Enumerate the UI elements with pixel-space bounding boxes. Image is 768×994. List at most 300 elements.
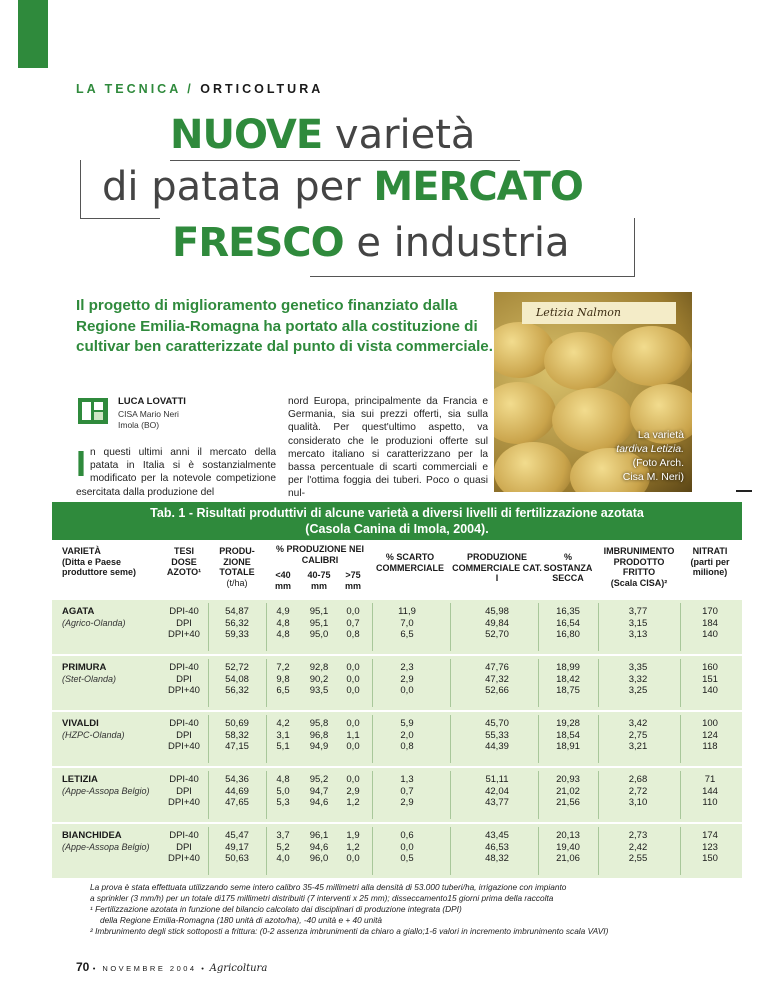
header-varieta-label: VARIETÀ bbox=[62, 546, 101, 556]
cell-value: 94,6 bbox=[309, 797, 329, 808]
cell-value: 160 bbox=[702, 662, 718, 673]
cell-value: 3,1 bbox=[276, 729, 290, 741]
header-varieta bbox=[62, 546, 142, 578]
cell-value: 42,04 bbox=[485, 785, 509, 797]
cell-value: 96,1 bbox=[309, 830, 329, 841]
cell-c1 bbox=[270, 830, 296, 865]
cell-value: 16,80 bbox=[556, 629, 580, 640]
section-label-right: ORTICOLTURA bbox=[200, 82, 324, 96]
table-title-line-1: Tab. 1 - Risultati produttivi di alcune varietà a diversi livelli di fertilizzazione azotata bbox=[150, 506, 644, 520]
note-line: ² Imbrunimento degli stick sottoposti a frittura: (0-2 assenza imbrunimenti da chiaro a giallo;1-6 valori in incremento imbrunimento scala VAVI) bbox=[90, 926, 609, 936]
cell-value: 54,08 bbox=[225, 673, 249, 685]
cell-value: 0,5 bbox=[400, 853, 414, 864]
cell-c3 bbox=[340, 774, 366, 809]
header-commerciale: PRODUZIONE COMMERCIALE CAT. I bbox=[452, 552, 542, 583]
cell-value: 21,56 bbox=[556, 797, 580, 808]
cell-value: 20,13 bbox=[556, 830, 580, 841]
cell-imbr bbox=[608, 662, 668, 697]
cell-value: 1,9 bbox=[346, 830, 360, 841]
cell-value: 48,32 bbox=[485, 853, 509, 864]
cell-value: 140 bbox=[702, 685, 718, 696]
cell-value: 96,0 bbox=[309, 853, 329, 864]
cell-comm bbox=[462, 662, 532, 697]
author-aff-line: CISA Mario Neri bbox=[118, 409, 179, 419]
cell-comm bbox=[462, 718, 532, 753]
issue-date: • NOVEMBRE 2004 • bbox=[92, 964, 207, 973]
cell-value: DPI+40 bbox=[168, 629, 200, 640]
cell-value: 3,35 bbox=[628, 662, 648, 673]
note-line: della Regione Emilia-Romagna (180 unità di azoto/ha), -40 unità e + 40 unità bbox=[100, 915, 383, 925]
cell-value: 5,1 bbox=[276, 741, 290, 752]
cell-value: 4,2 bbox=[276, 718, 290, 729]
column-divider bbox=[266, 771, 267, 819]
column-divider bbox=[450, 659, 451, 707]
table-title-line-2: (Casola Canina di Imola, 2004). bbox=[305, 522, 489, 536]
cell-value: 140 bbox=[702, 629, 718, 640]
cell-value: 2,75 bbox=[628, 729, 648, 741]
cell-value: 18,99 bbox=[556, 662, 580, 673]
cell-value: DPI bbox=[176, 673, 192, 685]
cell-value: 118 bbox=[702, 741, 718, 752]
column-divider bbox=[680, 659, 681, 707]
column-divider bbox=[266, 603, 267, 651]
cell-value: 11,9 bbox=[398, 606, 416, 617]
title-word-nuove: NUOVE bbox=[170, 112, 323, 158]
cell-value: 6,5 bbox=[276, 685, 290, 696]
column-divider bbox=[208, 603, 209, 651]
cell-value: 5,2 bbox=[276, 841, 290, 853]
cell-value: 0,7 bbox=[346, 617, 360, 629]
header-produzione bbox=[212, 546, 262, 588]
cell-value: 55,33 bbox=[485, 729, 509, 741]
cell-imbr bbox=[608, 830, 668, 865]
cell-value: 3,7 bbox=[276, 830, 290, 841]
cell-value: 45,70 bbox=[485, 718, 509, 729]
cell-value: 0,0 bbox=[400, 685, 414, 696]
header-secca: % SOSTANZA SECCA bbox=[543, 552, 593, 583]
cell-value: 50,63 bbox=[225, 853, 249, 864]
magazine-name: Agricoltura bbox=[209, 963, 268, 974]
cell-value: DPI-40 bbox=[169, 662, 199, 673]
photo-caption-line: La varietà bbox=[637, 429, 684, 441]
cell-value: 2,0 bbox=[400, 729, 414, 741]
header-produzione-label: PRODU- ZIONE TOTALE bbox=[219, 546, 255, 577]
cell-value: 56,32 bbox=[225, 685, 249, 696]
cell-nitr bbox=[684, 774, 736, 809]
cell-secca bbox=[542, 662, 594, 697]
header-varieta-sub: (Ditta e Paese produttore seme) bbox=[62, 556, 137, 577]
column-divider bbox=[538, 603, 539, 651]
cell-value: 47,32 bbox=[485, 673, 509, 685]
cell-value: 184 bbox=[702, 617, 718, 629]
column-divider bbox=[450, 827, 451, 875]
cell-prod bbox=[212, 830, 262, 865]
cell-value: 52,66 bbox=[485, 685, 509, 696]
cell-tesi bbox=[162, 774, 206, 809]
cell-value: 144 bbox=[702, 785, 718, 797]
cell-value: 0,0 bbox=[346, 662, 360, 673]
cell-value: 124 bbox=[702, 729, 718, 741]
cell-value: 0,8 bbox=[400, 741, 414, 752]
column-divider bbox=[266, 659, 267, 707]
title-line-1 bbox=[170, 112, 475, 158]
header-tesi: TESI DOSE AZOTO¹ bbox=[166, 546, 202, 577]
body-text-1: n questi ultimi anni il mercato della patata in Italia si è sostanzialmente modificato per la notevole competizione esercitata dalla produzione del bbox=[76, 447, 276, 498]
column-divider bbox=[450, 603, 451, 651]
cell-value: 58,32 bbox=[225, 729, 249, 741]
column-divider bbox=[372, 715, 373, 763]
cell-value: DPI+40 bbox=[168, 797, 200, 808]
section-label-sep: / bbox=[187, 82, 194, 96]
cell-imbr bbox=[608, 774, 668, 809]
cell-c1 bbox=[270, 718, 296, 753]
cell-value: 2,9 bbox=[400, 673, 414, 685]
cell-c3 bbox=[340, 606, 366, 641]
header-produzione-unit: (t/ha) bbox=[226, 577, 248, 588]
cell-value: 0,0 bbox=[346, 673, 360, 685]
cell-value: 47,15 bbox=[225, 741, 249, 752]
cell-value: 2,73 bbox=[628, 830, 648, 841]
photo-caption-line: tardiva Letizia. bbox=[616, 443, 684, 455]
cell-value: 0,0 bbox=[346, 774, 360, 785]
column-divider bbox=[680, 603, 681, 651]
cell-value: 49,17 bbox=[225, 841, 249, 853]
header-c3: >75 mm bbox=[344, 570, 361, 591]
cell-value: 4,8 bbox=[276, 629, 290, 640]
cell-value: 0,0 bbox=[346, 685, 360, 696]
cell-value: 16,54 bbox=[556, 617, 580, 629]
author-affiliation bbox=[118, 409, 179, 431]
cell-value: 95,1 bbox=[309, 617, 329, 629]
cell-imbr bbox=[608, 606, 668, 641]
variety-name: LETIZIA bbox=[62, 774, 98, 785]
cell-scarto bbox=[382, 830, 432, 865]
cell-value: 56,32 bbox=[225, 617, 249, 629]
cell-value: 45,98 bbox=[485, 606, 509, 617]
cell-value: 54,87 bbox=[225, 606, 249, 617]
cell-scarto bbox=[382, 606, 432, 641]
cell-value: 54,36 bbox=[225, 774, 249, 785]
cell-value: 3,21 bbox=[628, 741, 648, 752]
cell-value: 18,42 bbox=[556, 673, 580, 685]
column-divider bbox=[538, 771, 539, 819]
cell-comm bbox=[462, 830, 532, 865]
continuation-dash bbox=[736, 490, 752, 492]
cell-value: DPI-40 bbox=[169, 830, 199, 841]
cell-value: 7,0 bbox=[400, 617, 414, 629]
photo-caption-line: Cisa M. Neri) bbox=[622, 471, 684, 483]
cell-value: DPI+40 bbox=[168, 685, 200, 696]
cell-value: 0,8 bbox=[346, 629, 360, 640]
page-footer bbox=[76, 960, 267, 974]
column-divider bbox=[598, 771, 599, 819]
title-word-mercato: MERCATO bbox=[373, 164, 583, 210]
header-c1: <40 mm bbox=[274, 570, 291, 591]
cell-value: DPI bbox=[176, 785, 192, 797]
cell-value: 94,7 bbox=[309, 785, 329, 797]
cell-scarto bbox=[382, 774, 432, 809]
cell-value: 96,8 bbox=[309, 729, 329, 741]
cell-prod bbox=[212, 774, 262, 809]
column-divider bbox=[266, 715, 267, 763]
column-divider bbox=[450, 715, 451, 763]
title-line-3 bbox=[172, 220, 569, 266]
variety-origin: (Appe-Assopa Belgio) bbox=[62, 842, 150, 852]
cell-value: 43,77 bbox=[485, 797, 509, 808]
cell-value: 150 bbox=[702, 853, 718, 864]
cell-value: 2,72 bbox=[628, 785, 648, 797]
title-line-2 bbox=[102, 164, 583, 210]
variety-name: BIANCHIDEA bbox=[62, 830, 122, 841]
article-subtitle: Il progetto di miglioramento genetico finanziato dalla Regione Emilia-Romagna ha portato alla costituzione di cultivar ben caratterizzate dal punto di vista commerciale. bbox=[76, 297, 493, 355]
cell-value: 1,1 bbox=[346, 729, 360, 741]
cell-value: 20,93 bbox=[556, 774, 580, 785]
column-divider bbox=[372, 771, 373, 819]
title-word-industria: e industria bbox=[356, 220, 570, 266]
results-table bbox=[52, 502, 742, 880]
column-divider bbox=[372, 603, 373, 651]
cell-value: 2,55 bbox=[628, 853, 648, 864]
cell-c3 bbox=[340, 830, 366, 865]
note-line: ¹ Fertilizzazione azotata in funzione del bilancio calcolato dai disciplinari di produzione integrata (DPI) bbox=[90, 904, 462, 914]
photo-caption bbox=[616, 428, 684, 484]
drop-cap: I bbox=[76, 443, 87, 484]
potato-photo bbox=[494, 292, 692, 492]
cell-value: 71 bbox=[704, 774, 716, 785]
cell-value: 46,53 bbox=[485, 841, 509, 853]
cell-value: 18,91 bbox=[556, 741, 580, 752]
cisa-logo-icon bbox=[78, 398, 108, 424]
cell-secca bbox=[542, 774, 594, 809]
page-number: 70 bbox=[76, 960, 90, 974]
cell-secca bbox=[542, 606, 594, 641]
photo-sign-label: Letizia Nalmon bbox=[522, 302, 676, 324]
cell-secca bbox=[542, 830, 594, 865]
section-label bbox=[76, 82, 323, 96]
author-name: LUCA LOVATTI bbox=[118, 396, 186, 407]
cell-scarto bbox=[382, 718, 432, 753]
body-column-2: nord Europa, principalmente da Francia e Germania, sia sui prezzi offerti, sia sulla qualità. Per quest'ultimo aspetto, va considerato che le produzioni offerte sul mercato italiano si caratterizzano per la bassa percentuale di scarti commerciali e per l'ottima foggia dei tuberi. Poco o quasi nul- bbox=[288, 396, 488, 500]
cell-value: 90,2 bbox=[309, 673, 329, 685]
cell-value: 3,32 bbox=[628, 673, 648, 685]
cell-value: DPI bbox=[176, 729, 192, 741]
header-nitrati: NITRATI (parti per milione) bbox=[690, 546, 730, 577]
cell-value: 4,9 bbox=[276, 606, 290, 617]
cell-value: 93,5 bbox=[309, 685, 329, 696]
cell-tesi bbox=[162, 830, 206, 865]
cell-nitr bbox=[684, 606, 736, 641]
cell-value: 3,77 bbox=[628, 606, 648, 617]
cell-value: 19,28 bbox=[556, 718, 580, 729]
cell-value: 0,7 bbox=[400, 785, 414, 797]
column-divider bbox=[680, 827, 681, 875]
cell-c2 bbox=[302, 662, 336, 697]
cell-prod bbox=[212, 662, 262, 697]
cell-value: 4,8 bbox=[276, 617, 290, 629]
column-divider bbox=[208, 771, 209, 819]
cell-value: 95,8 bbox=[309, 718, 329, 729]
column-divider bbox=[598, 603, 599, 651]
cell-value: 1,2 bbox=[346, 797, 360, 808]
cell-value: 9,8 bbox=[276, 673, 290, 685]
column-divider bbox=[538, 659, 539, 707]
cell-value: 0,0 bbox=[346, 606, 360, 617]
cell-value: DPI bbox=[176, 617, 192, 629]
cell-value: 3,15 bbox=[628, 617, 648, 629]
cell-value: DPI+40 bbox=[168, 853, 200, 864]
cell-value: 0,0 bbox=[346, 741, 360, 752]
cell-c3 bbox=[340, 718, 366, 753]
variety-name: VIVALDI bbox=[62, 718, 99, 729]
cell-value: 4,0 bbox=[276, 853, 290, 864]
column-divider bbox=[598, 659, 599, 707]
cell-comm bbox=[462, 606, 532, 641]
cell-comm bbox=[462, 774, 532, 809]
cell-c2 bbox=[302, 718, 336, 753]
cell-value: DPI+40 bbox=[168, 741, 200, 752]
cell-nitr bbox=[684, 718, 736, 753]
cell-prod bbox=[212, 606, 262, 641]
cell-value: 3,10 bbox=[628, 797, 648, 808]
title-word-fresco: FRESCO bbox=[172, 220, 344, 266]
header-calibri: % PRODUZIONE NEI CALIBRI bbox=[275, 544, 364, 565]
cell-value: 95,0 bbox=[309, 629, 329, 640]
column-divider bbox=[372, 827, 373, 875]
cell-value: 44,69 bbox=[225, 785, 249, 797]
cell-imbr bbox=[608, 718, 668, 753]
variety-name: AGATA bbox=[62, 606, 95, 617]
section-color-tab bbox=[18, 0, 48, 68]
cell-value: 2,3 bbox=[400, 662, 414, 673]
cell-value: 123 bbox=[702, 841, 718, 853]
cell-value: 5,9 bbox=[400, 718, 414, 729]
variety-origin: (Appe-Assopa Belgio) bbox=[62, 786, 150, 796]
cell-tesi bbox=[162, 606, 206, 641]
cell-value: 43,45 bbox=[485, 830, 509, 841]
cell-value: 92,8 bbox=[309, 662, 329, 673]
cell-value: 3,13 bbox=[628, 629, 648, 640]
cell-c2 bbox=[302, 774, 336, 809]
column-divider bbox=[266, 827, 267, 875]
title-word-varieta: varietà bbox=[334, 112, 476, 158]
column-divider bbox=[598, 715, 599, 763]
cell-value: 4,8 bbox=[276, 774, 290, 785]
cell-value: 6,5 bbox=[400, 629, 414, 640]
column-divider bbox=[680, 771, 681, 819]
cell-secca bbox=[542, 718, 594, 753]
cell-value: DPI-40 bbox=[169, 774, 199, 785]
variety-origin: (HZPC-Olanda) bbox=[62, 730, 125, 740]
column-divider bbox=[598, 827, 599, 875]
cell-value: 5,0 bbox=[276, 785, 290, 797]
cell-c1 bbox=[270, 662, 296, 697]
cell-value: 100 bbox=[702, 718, 718, 729]
column-divider bbox=[372, 659, 373, 707]
cell-value: 51,11 bbox=[485, 774, 509, 785]
cell-value: 151 bbox=[702, 673, 718, 685]
section-label-left: LA TECNICA bbox=[76, 82, 181, 96]
table-title bbox=[52, 502, 742, 540]
cell-value: 50,69 bbox=[225, 718, 249, 729]
variety-origin: (Agrico-Olanda) bbox=[62, 618, 126, 628]
cell-value: 3,25 bbox=[628, 685, 648, 696]
cell-value: 18,54 bbox=[556, 729, 580, 741]
column-divider bbox=[208, 715, 209, 763]
cell-value: 2,9 bbox=[346, 785, 360, 797]
header-c2: 40-75 mm bbox=[307, 570, 331, 591]
cell-c2 bbox=[302, 606, 336, 641]
note-line: a sprinkler (3 mm/h) per un totale di175 millimetri distribuiti (7 interventi x 25 mm); disseccamento15 giorni prima della raccolta bbox=[90, 893, 554, 903]
column-divider bbox=[208, 827, 209, 875]
cell-value: 44,39 bbox=[485, 741, 509, 752]
cell-value: 49,84 bbox=[485, 617, 509, 629]
cell-value: 0,0 bbox=[346, 853, 360, 864]
cell-prod bbox=[212, 718, 262, 753]
cell-value: 52,70 bbox=[485, 629, 509, 640]
cell-value: DPI-40 bbox=[169, 606, 199, 617]
cell-value: 16,35 bbox=[556, 606, 580, 617]
cell-value: 0,0 bbox=[346, 718, 360, 729]
header-scarto: % SCARTO COMMERCIALE bbox=[376, 552, 444, 573]
column-divider bbox=[538, 715, 539, 763]
variety-origin: (Stet-Olanda) bbox=[62, 674, 117, 684]
cell-value: 2,9 bbox=[400, 797, 414, 808]
cell-value: 45,47 bbox=[225, 830, 249, 841]
cell-value: 7,2 bbox=[276, 662, 290, 673]
cell-value: 47,65 bbox=[225, 797, 249, 808]
cell-c2 bbox=[302, 830, 336, 865]
cell-tesi bbox=[162, 662, 206, 697]
article-title bbox=[80, 108, 660, 278]
cell-value: 174 bbox=[702, 830, 718, 841]
cell-value: 0,6 bbox=[400, 830, 414, 841]
note-line: La prova è stata effettuata utilizzando seme intero calibro 35-45 millimetri alla densità di 53.000 tuberi/ha, irrigazione con impianto bbox=[90, 882, 567, 892]
cell-value: 21,02 bbox=[556, 785, 580, 797]
author-aff-line: Imola (BO) bbox=[118, 420, 160, 430]
cell-value: 59,33 bbox=[225, 629, 249, 640]
body-column-1 bbox=[76, 443, 276, 499]
cell-value: 170 bbox=[702, 606, 718, 617]
header-imbrunimento bbox=[598, 546, 680, 588]
cell-value: 21,06 bbox=[556, 853, 580, 864]
cell-value: 47,76 bbox=[485, 662, 509, 673]
cell-c3 bbox=[340, 662, 366, 697]
cell-nitr bbox=[684, 662, 736, 697]
cell-value: 95,2 bbox=[309, 774, 329, 785]
column-divider bbox=[450, 771, 451, 819]
table-notes bbox=[90, 882, 710, 937]
cell-value: 2,42 bbox=[628, 841, 648, 853]
cell-value: 95,1 bbox=[309, 606, 329, 617]
header-imbr-unit: (Scala CISA)² bbox=[610, 577, 668, 588]
cell-c1 bbox=[270, 774, 296, 809]
cell-value: 1,3 bbox=[400, 774, 414, 785]
cell-value: DPI bbox=[176, 841, 192, 853]
cell-value: 110 bbox=[702, 797, 718, 808]
title-word-patata: di patata per bbox=[102, 164, 361, 210]
cell-c1 bbox=[270, 606, 296, 641]
cell-value: 94,6 bbox=[309, 841, 329, 853]
cell-value: 52,72 bbox=[225, 662, 249, 673]
variety-name: PRIMURA bbox=[62, 662, 107, 673]
cell-value: 3,42 bbox=[628, 718, 648, 729]
cell-value: 94,9 bbox=[309, 741, 329, 752]
photo-caption-line: (Foto Arch. bbox=[632, 457, 684, 469]
cell-value: 19,40 bbox=[556, 841, 580, 853]
cell-value: 0,0 bbox=[400, 841, 414, 853]
column-divider bbox=[208, 659, 209, 707]
cell-value: DPI-40 bbox=[169, 718, 199, 729]
